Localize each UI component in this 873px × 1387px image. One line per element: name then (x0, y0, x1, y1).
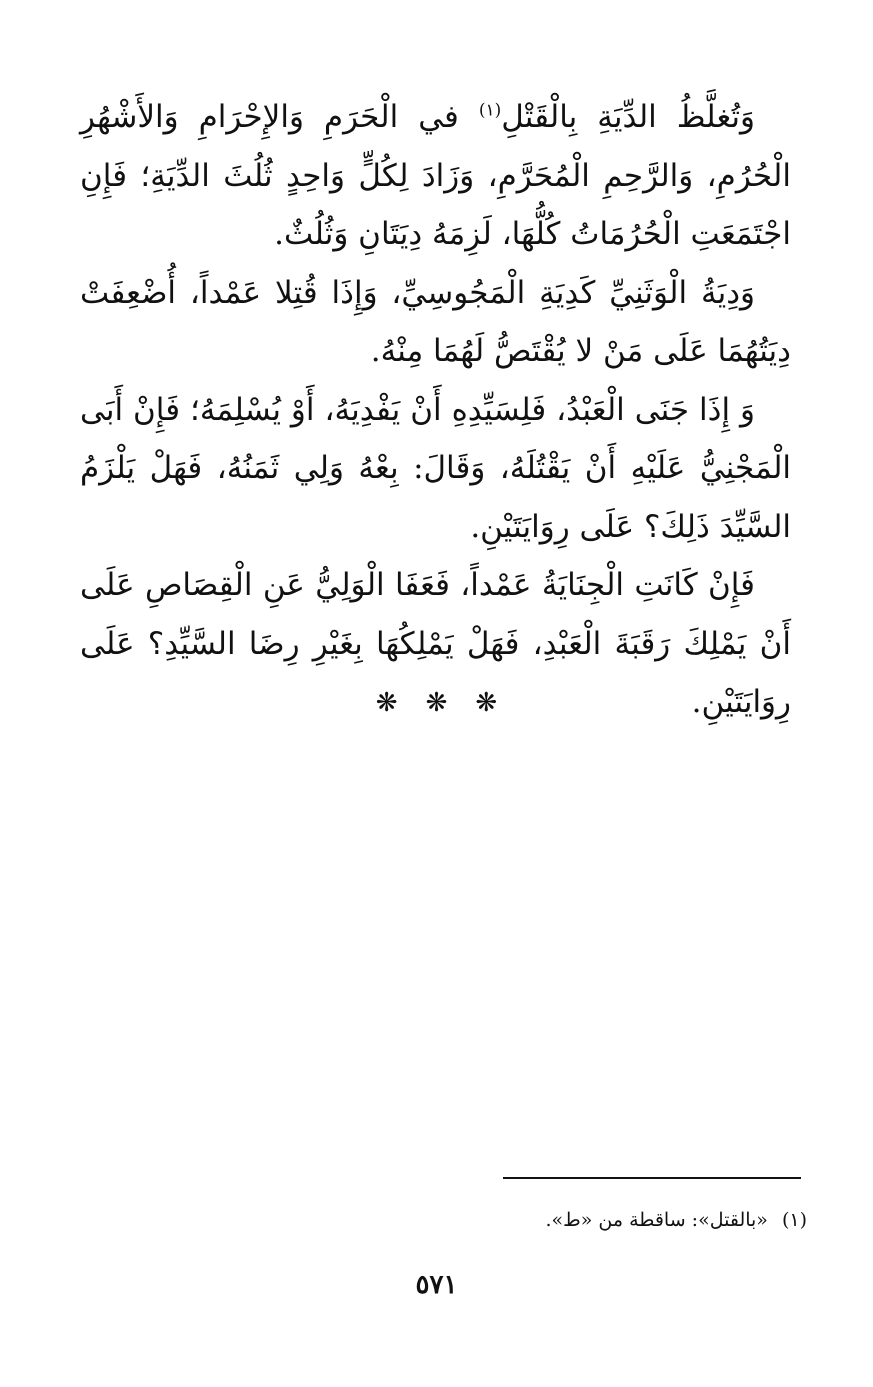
asterism-mark: ❋ (475, 688, 498, 718)
asterism-mark: ❋ (375, 688, 398, 718)
paragraph-1 (80, 88, 791, 264)
paragraph-4: فَإِنْ كَانَتِ الْجِنَايَةُ عَمْداً، فَعَفَا الْوَلِيُّ عَنِ الْقِصَاصِ عَلَى أَنْ يَمْلِكَ رَقَبَةَ الْعَبْدِ، فَهَلْ يَمْلِكُهَا بِغَيْرِ رِضَا السَّيِّدِ؟ عَلَى رِوَايَتَيْنِ. (80, 567, 791, 720)
paragraph-1-text-after-note: في الْحَرَمِ وَالإِحْرَامِ وَالأَشْهُرِ الْحُرُمِ، وَالرَّحِمِ الْمُحَرَّمِ، وَزَادَ لِكُلٍّ وَاحِدٍ ثُلُثَ الدِّيَةِ؛ فَإِنِ اجْتَمَعَتِ الْحُرُمَاتُ كُلُّهَا، لَزِمَهُ دِيَتَانِ وَثُلُثٌ. (80, 99, 791, 252)
asterism-mark: ❋ (425, 688, 448, 718)
footnote-reference-1: (١) (478, 100, 502, 121)
main-text-block (80, 88, 791, 732)
paragraph-3: وَ إِذَا جَنَى الْعَبْدُ، فَلِسَيِّدِهِ أَنْ يَفْدِيَهُ، أَوْ يُسْلِمَهُ؛ فَإِنْ أَبَى الْمَجْنِيُّ عَلَيْهِ أَنْ يَقْتُلَهُ، وَقَالَ: بِعْهُ وَلِي ثَمَنُهُ، فَهَلْ يَلْزَمُ السَّيِّدَ ذَلِكَ؟ عَلَى رِوَايَتَيْنِ. (80, 391, 791, 545)
footnote-number: (١) (781, 1209, 807, 1231)
paragraph-2: وَدِيَةُ الْوَثَنِيِّ كَدِيَةِ الْمَجُوسِيِّ، وَإِذَا قُتِلا عَمْداً، أُضْعِفَتْ دِيَتُهُمَا عَلَى مَنْ لا يُقْتَصُّ لَهُمَا مِنْهُ. (80, 274, 791, 369)
section-separator (0, 688, 873, 718)
footnote-1 (300, 1205, 807, 1235)
footnote-text: «بالقتل»: ساقطة من «ط». (545, 1209, 768, 1231)
paragraph-1-text-before-note: وَتُغلَّظُ الدِّيَةِ بِالْقَتْلِ (501, 99, 755, 135)
footnote-divider (503, 1177, 801, 1179)
page-number: ٥٧١ (415, 1270, 458, 1300)
